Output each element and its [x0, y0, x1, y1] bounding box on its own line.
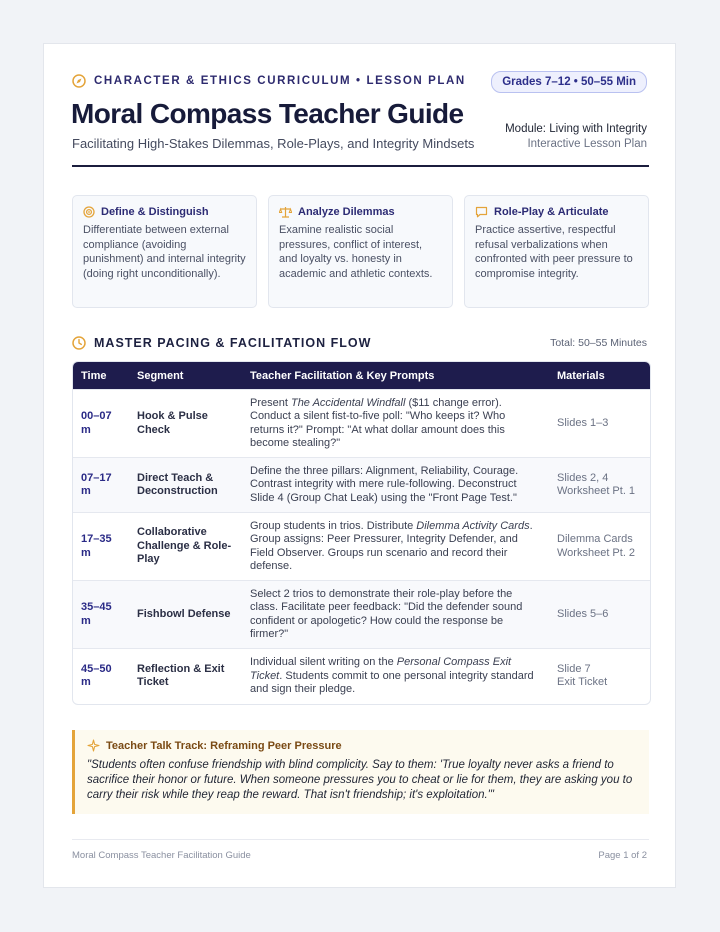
row-segment: Hook & Pulse Check	[129, 390, 242, 458]
table-row	[73, 649, 650, 704]
row-prompt: Present The Accidental Windfall ($11 change error). Conduct a silent fist-to-five poll: "Who keeps it? Who returns it?" Prompt: "At what dollar amount does this become stealing?"	[242, 390, 549, 458]
footer-title: Moral Compass Teacher Facilitation Guide	[72, 850, 251, 861]
lesson-plan-page	[43, 43, 676, 888]
table-row	[73, 390, 650, 458]
scales-icon	[279, 206, 292, 218]
eyebrow-text: CHARACTER & ETHICS CURRICULUM • LESSON PLAN	[94, 75, 466, 87]
compass-icon	[72, 74, 86, 88]
grade-badge: Grades 7–12 • 50–55 Min	[491, 71, 647, 93]
table-row	[73, 458, 650, 513]
sparkle-icon	[87, 739, 100, 752]
objective-title: Analyze Dilemmas	[298, 206, 395, 218]
speech-bubble-icon	[475, 206, 488, 218]
objective-title: Role-Play & Articulate	[494, 206, 609, 218]
row-prompt: Select 2 trios to demonstrate their role-play before the class. Facilitate peer feedback: "Did the defender sound confident or apologetic? How could the response be firmer?"	[242, 581, 549, 649]
objective-title: Define & Distinguish	[101, 206, 209, 218]
row-segment: Direct Teach & Deconstruction	[129, 458, 242, 513]
row-time: 17–35 m	[73, 513, 129, 581]
total-duration: Total: 50–55 Minutes	[550, 337, 647, 349]
row-time: 00–07 m	[73, 390, 129, 458]
footer-divider	[72, 839, 649, 840]
row-segment: Reflection & Exit Ticket	[129, 649, 242, 704]
row-segment: Collaborative Challenge & Role-Play	[129, 513, 242, 581]
page-subtitle: Facilitating High-Stakes Dilemmas, Role-Plays, and Integrity Mindsets	[72, 136, 475, 151]
row-time: 07–17 m	[73, 458, 129, 513]
module-name: Module: Living with Integrity	[505, 123, 647, 135]
objective-card-define	[72, 195, 257, 308]
table-header-row	[73, 362, 650, 390]
pacing-section-header	[72, 336, 371, 350]
teacher-talk-track-callout	[72, 730, 649, 814]
eyebrow	[72, 74, 466, 88]
row-time: 35–45 m	[73, 581, 129, 649]
column-header-time: Time	[73, 362, 129, 390]
target-icon	[83, 206, 95, 218]
column-header-prompts: Teacher Facilitation & Key Prompts	[242, 362, 549, 390]
row-materials: Slides 5–6	[549, 581, 650, 649]
pacing-title: MASTER PACING & FACILITATION FLOW	[94, 336, 372, 350]
module-type: Interactive Lesson Plan	[527, 138, 647, 150]
row-materials: Slide 7 Exit Ticket	[549, 649, 650, 704]
row-prompt: Individual silent writing on the Personal Compass Exit Ticket. Students commit to one personal integrity standard and sign their pledge.	[242, 649, 549, 704]
row-segment: Fishbowl Defense	[129, 581, 242, 649]
header-divider	[72, 165, 649, 167]
callout-quote: "Students often confuse friendship with blind complicity. Say to them: 'True loyalty never asks a friend to sacrifice their honor or future. When someone pressures you to cheat or lie for them, they are asking you to carry their risk while they reap the reward. That isn't friendship; it's exploitation.'"	[87, 759, 633, 801]
table-row	[73, 581, 650, 649]
column-header-segment: Segment	[129, 362, 242, 390]
objective-card-analyze	[268, 195, 453, 308]
column-header-materials: Materials	[549, 362, 650, 390]
clock-icon	[72, 336, 86, 350]
row-materials: Slides 2, 4 Worksheet Pt. 1	[549, 458, 650, 513]
page-title: Moral Compass Teacher Guide	[71, 98, 464, 129]
row-materials: Slides 1–3	[549, 390, 650, 458]
callout-title: Teacher Talk Track: Reframing Peer Pressure	[106, 739, 342, 752]
objective-body: Examine realistic social pressures, conflict of interest, and loyalty vs. honesty in academic and athletic contexts.	[279, 224, 433, 280]
row-time: 45–50 m	[73, 649, 129, 704]
pacing-table	[72, 361, 651, 705]
objective-card-roleplay	[464, 195, 649, 308]
row-prompt: Define the three pillars: Alignment, Reliability, Courage. Contrast integrity with mere rule-following. Deconstruct Slide 4 (Group Chat Leak) using the "Front Page Test."	[242, 458, 549, 513]
objective-body: Differentiate between external compliance (avoiding punishment) and internal integrity (doing right unconditionally).	[83, 224, 246, 280]
row-prompt: Group students in trios. Distribute Dilemma Activity Cards. Group assigns: Peer Pressurer, Integrity Defender, and Field Observer. Groups run scenario and record their defense.	[242, 513, 549, 581]
row-materials: Dilemma Cards Worksheet Pt. 2	[549, 513, 650, 581]
objective-body: Practice assertive, respectful refusal verbalizations when confronted with peer pressure to compromise integrity.	[475, 224, 633, 280]
page-number: Page 1 of 2	[598, 850, 647, 861]
table-row	[73, 513, 650, 581]
